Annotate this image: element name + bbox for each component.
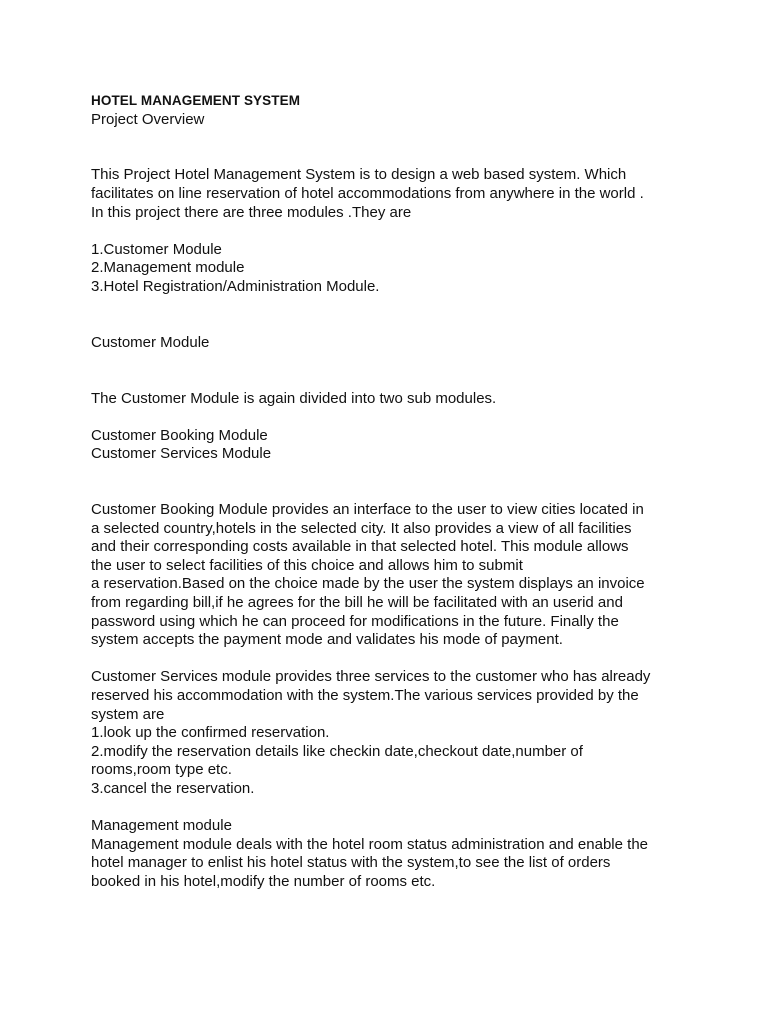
services-line: 2.modify the reservation details like checkin date,checkout date,number of [91,742,583,760]
document-title: HOTEL MANAGEMENT SYSTEM [91,93,301,108]
booking-line: system accepts the payment mode and validates his mode of payment. [91,631,563,649]
modules-list [91,241,711,297]
booking-line: password using which he can proceed for modifications in the future. Finally the [91,612,619,630]
intro-line: In this project there are three modules .They are [91,203,412,221]
sub-module-item: Customer Booking Module [91,426,268,444]
management-module-heading: Management module [91,817,232,835]
booking-line: a selected country,hotels in the selected city. It also provides a view of all facilities [91,519,632,537]
document-page [91,92,711,892]
sub-modules-list [91,427,711,464]
intro-line: This Project Hotel Management System is to design a web based system. Which [91,166,627,184]
booking-line: and their corresponding costs available in that selected hotel. This module allows [91,538,629,556]
modules-list-item: 2.Management module [91,259,245,277]
document-subtitle: Project Overview [91,110,205,128]
sub-module-item: Customer Services Module [91,445,272,463]
services-line: Customer Services module provides three services to the customer who has already [91,668,651,686]
services-line: system are [91,705,165,723]
services-line: rooms,room type etc. [91,761,232,779]
customer-module-heading: Customer Module [91,333,210,351]
booking-module-paragraph [91,501,711,650]
booking-line: a reservation.Based on the choice made by the user the system displays an invoice [91,575,645,593]
customer-module-intro: The Customer Module is again divided into two sub modules. [91,389,497,407]
booking-line: the user to select facilities of this choice and allows him to submit [91,556,523,574]
services-module-paragraph [91,668,711,798]
intro-line: facilitates on line reservation of hotel accommodations from anywhere in the world . [91,184,644,202]
services-line: reserved his accommodation with the system.The various services provided by the [91,687,639,704]
modules-list-item: 3.Hotel Registration/Administration Module. [91,277,380,295]
modules-list-item: 1.Customer Module [91,240,222,258]
services-line: 1.look up the confirmed reservation. [91,724,330,742]
management-line: Management module deals with the hotel room status administration and enable the [91,835,648,853]
services-line: 3.cancel the reservation. [91,779,255,797]
management-module-paragraph [91,836,711,892]
intro-paragraph [91,166,711,222]
management-line: booked in his hotel,modify the number of rooms etc. [91,872,436,890]
booking-line: from regarding bill,if he agrees for the bill he will be facilitated with an userid and [91,594,623,612]
management-line: hotel manager to enlist his hotel status with the system,to see the list of orders [91,854,611,872]
booking-line: Customer Booking Module provides an interface to the user to view cities located in [91,501,644,519]
